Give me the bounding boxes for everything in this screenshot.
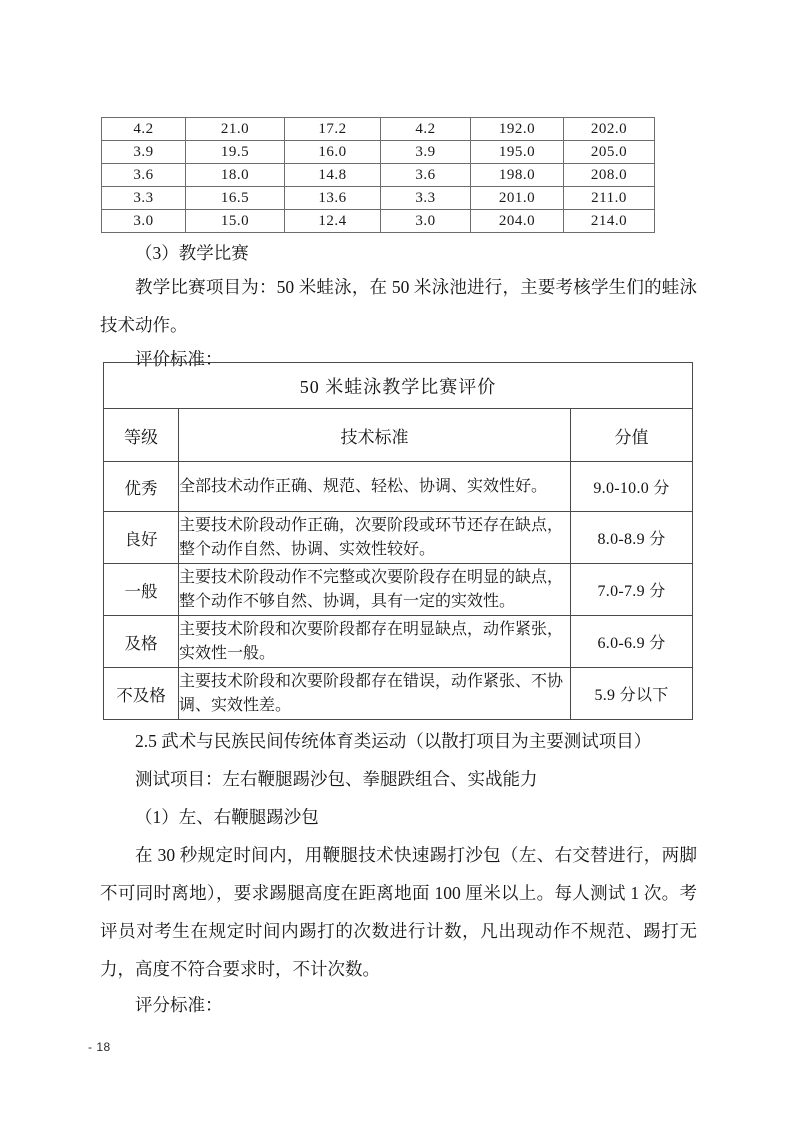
table-row xyxy=(102,141,655,164)
rubric-header-row xyxy=(104,409,693,462)
table-cell: 13.6 xyxy=(285,187,381,210)
rubric-header-grade: 等级 xyxy=(104,409,179,462)
rubric-criteria: 主要技术阶段动作不完整或次要阶段存在明显的缺点，整个动作不够自然、协调，具有一定的实效性。 xyxy=(179,564,571,616)
rubric-row xyxy=(104,512,693,564)
table-cell: 3.3 xyxy=(102,187,186,210)
table-cell: 16.0 xyxy=(285,141,381,164)
rubric-criteria: 主要技术阶段和次要阶段都存在错误，动作紧张、不协调、实效性差。 xyxy=(179,668,571,720)
table-cell: 201.0 xyxy=(471,187,564,210)
table-cell: 4.2 xyxy=(381,118,471,141)
table-cell: 3.9 xyxy=(381,141,471,164)
rubric-row xyxy=(104,668,693,720)
test-items-paragraph: 测试项目：左右鞭腿踢沙包、拳腿跌组合、实战能力 xyxy=(135,769,538,789)
table-cell: 12.4 xyxy=(285,210,381,233)
table-cell: 3.6 xyxy=(381,164,471,187)
page-number: - 18 xyxy=(88,1040,111,1054)
table-cell: 3.0 xyxy=(381,210,471,233)
table-cell: 14.8 xyxy=(285,164,381,187)
table-cell: 204.0 xyxy=(471,210,564,233)
rubric-grade: 及格 xyxy=(104,616,179,668)
evaluation-standard-label: 评价标准： xyxy=(135,349,223,369)
rubric-criteria: 主要技术阶段和次要阶段都存在明显缺点，动作紧张，实效性一般。 xyxy=(179,616,571,668)
table-cell: 195.0 xyxy=(471,141,564,164)
table-cell: 208.0 xyxy=(564,164,655,187)
table-row xyxy=(102,210,655,233)
rubric-header-score: 分值 xyxy=(571,409,693,462)
rubric-row xyxy=(104,462,693,512)
rubric-score: 9.0-10.0 分 xyxy=(571,462,693,512)
table-row xyxy=(102,187,655,210)
rubric-grade: 不及格 xyxy=(104,668,179,720)
table-cell: 192.0 xyxy=(471,118,564,141)
table-row xyxy=(102,118,655,141)
scoring-standard-label: 评分标准： xyxy=(135,995,223,1015)
table-cell: 198.0 xyxy=(471,164,564,187)
table-cell: 19.5 xyxy=(186,141,285,164)
rubric-score: 5.9 分以下 xyxy=(571,668,693,720)
teaching-match-heading: （3）教学比赛 xyxy=(135,243,249,263)
table-cell: 3.3 xyxy=(381,187,471,210)
table-cell: 3.0 xyxy=(102,210,186,233)
table-row xyxy=(102,164,655,187)
section-heading-2-5: 2.5 武术与民族民间传统体育类运动（以散打项目为主要测试项目） xyxy=(135,731,652,751)
rubric-title-row xyxy=(104,363,693,409)
table-cell: 18.0 xyxy=(186,164,285,187)
rubric-header-criteria: 技术标准 xyxy=(179,409,571,462)
rubric-grade: 一般 xyxy=(104,564,179,616)
table-cell: 211.0 xyxy=(564,187,655,210)
table-cell: 3.9 xyxy=(102,141,186,164)
rubric-score: 7.0-7.9 分 xyxy=(571,564,693,616)
rubric-row xyxy=(104,616,693,668)
item1-paragraph: 在 30 秒规定时间内，用鞭腿技术快速踢打沙包（左、右交替进行，两脚不可同时离地），要求踢腿高度在距离地面 100 厘米以上。每人测试 1 次。考评员对考生在规定时间内踢打的次数进行计数，凡出现动作不规范、踢打无力，高度不符合要求时，不计次数。 xyxy=(100,845,697,979)
item1-heading: （1）左、右鞭腿踢沙包 xyxy=(135,807,319,827)
table-cell: 3.6 xyxy=(102,164,186,187)
rubric-title: 50 米蛙泳教学比赛评价 xyxy=(104,363,693,409)
table-cell: 16.5 xyxy=(186,187,285,210)
table-cell: 214.0 xyxy=(564,210,655,233)
table-cell: 202.0 xyxy=(564,118,655,141)
rubric-row xyxy=(104,564,693,616)
rubric-grade: 优秀 xyxy=(104,462,179,512)
rubric-score: 8.0-8.9 分 xyxy=(571,512,693,564)
teaching-match-paragraph: 教学比赛项目为：50 米蛙泳，在 50 米泳池进行，主要考核学生们的蛙泳技术动作。 xyxy=(100,277,697,335)
rubric-criteria: 主要技术阶段动作正确，次要阶段或环节还存在缺点，整个动作自然、协调、实效性较好。 xyxy=(179,512,571,564)
rubric-grade: 良好 xyxy=(104,512,179,564)
table-cell: 17.2 xyxy=(285,118,381,141)
evaluation-rubric-table xyxy=(103,362,693,720)
table-cell: 21.0 xyxy=(186,118,285,141)
table-cell: 15.0 xyxy=(186,210,285,233)
table-cell: 205.0 xyxy=(564,141,655,164)
table-cell: 4.2 xyxy=(102,118,186,141)
rubric-score: 6.0-6.9 分 xyxy=(571,616,693,668)
numeric-data-table xyxy=(101,117,655,233)
rubric-criteria: 全部技术动作正确、规范、轻松、协调、实效性好。 xyxy=(179,462,571,512)
